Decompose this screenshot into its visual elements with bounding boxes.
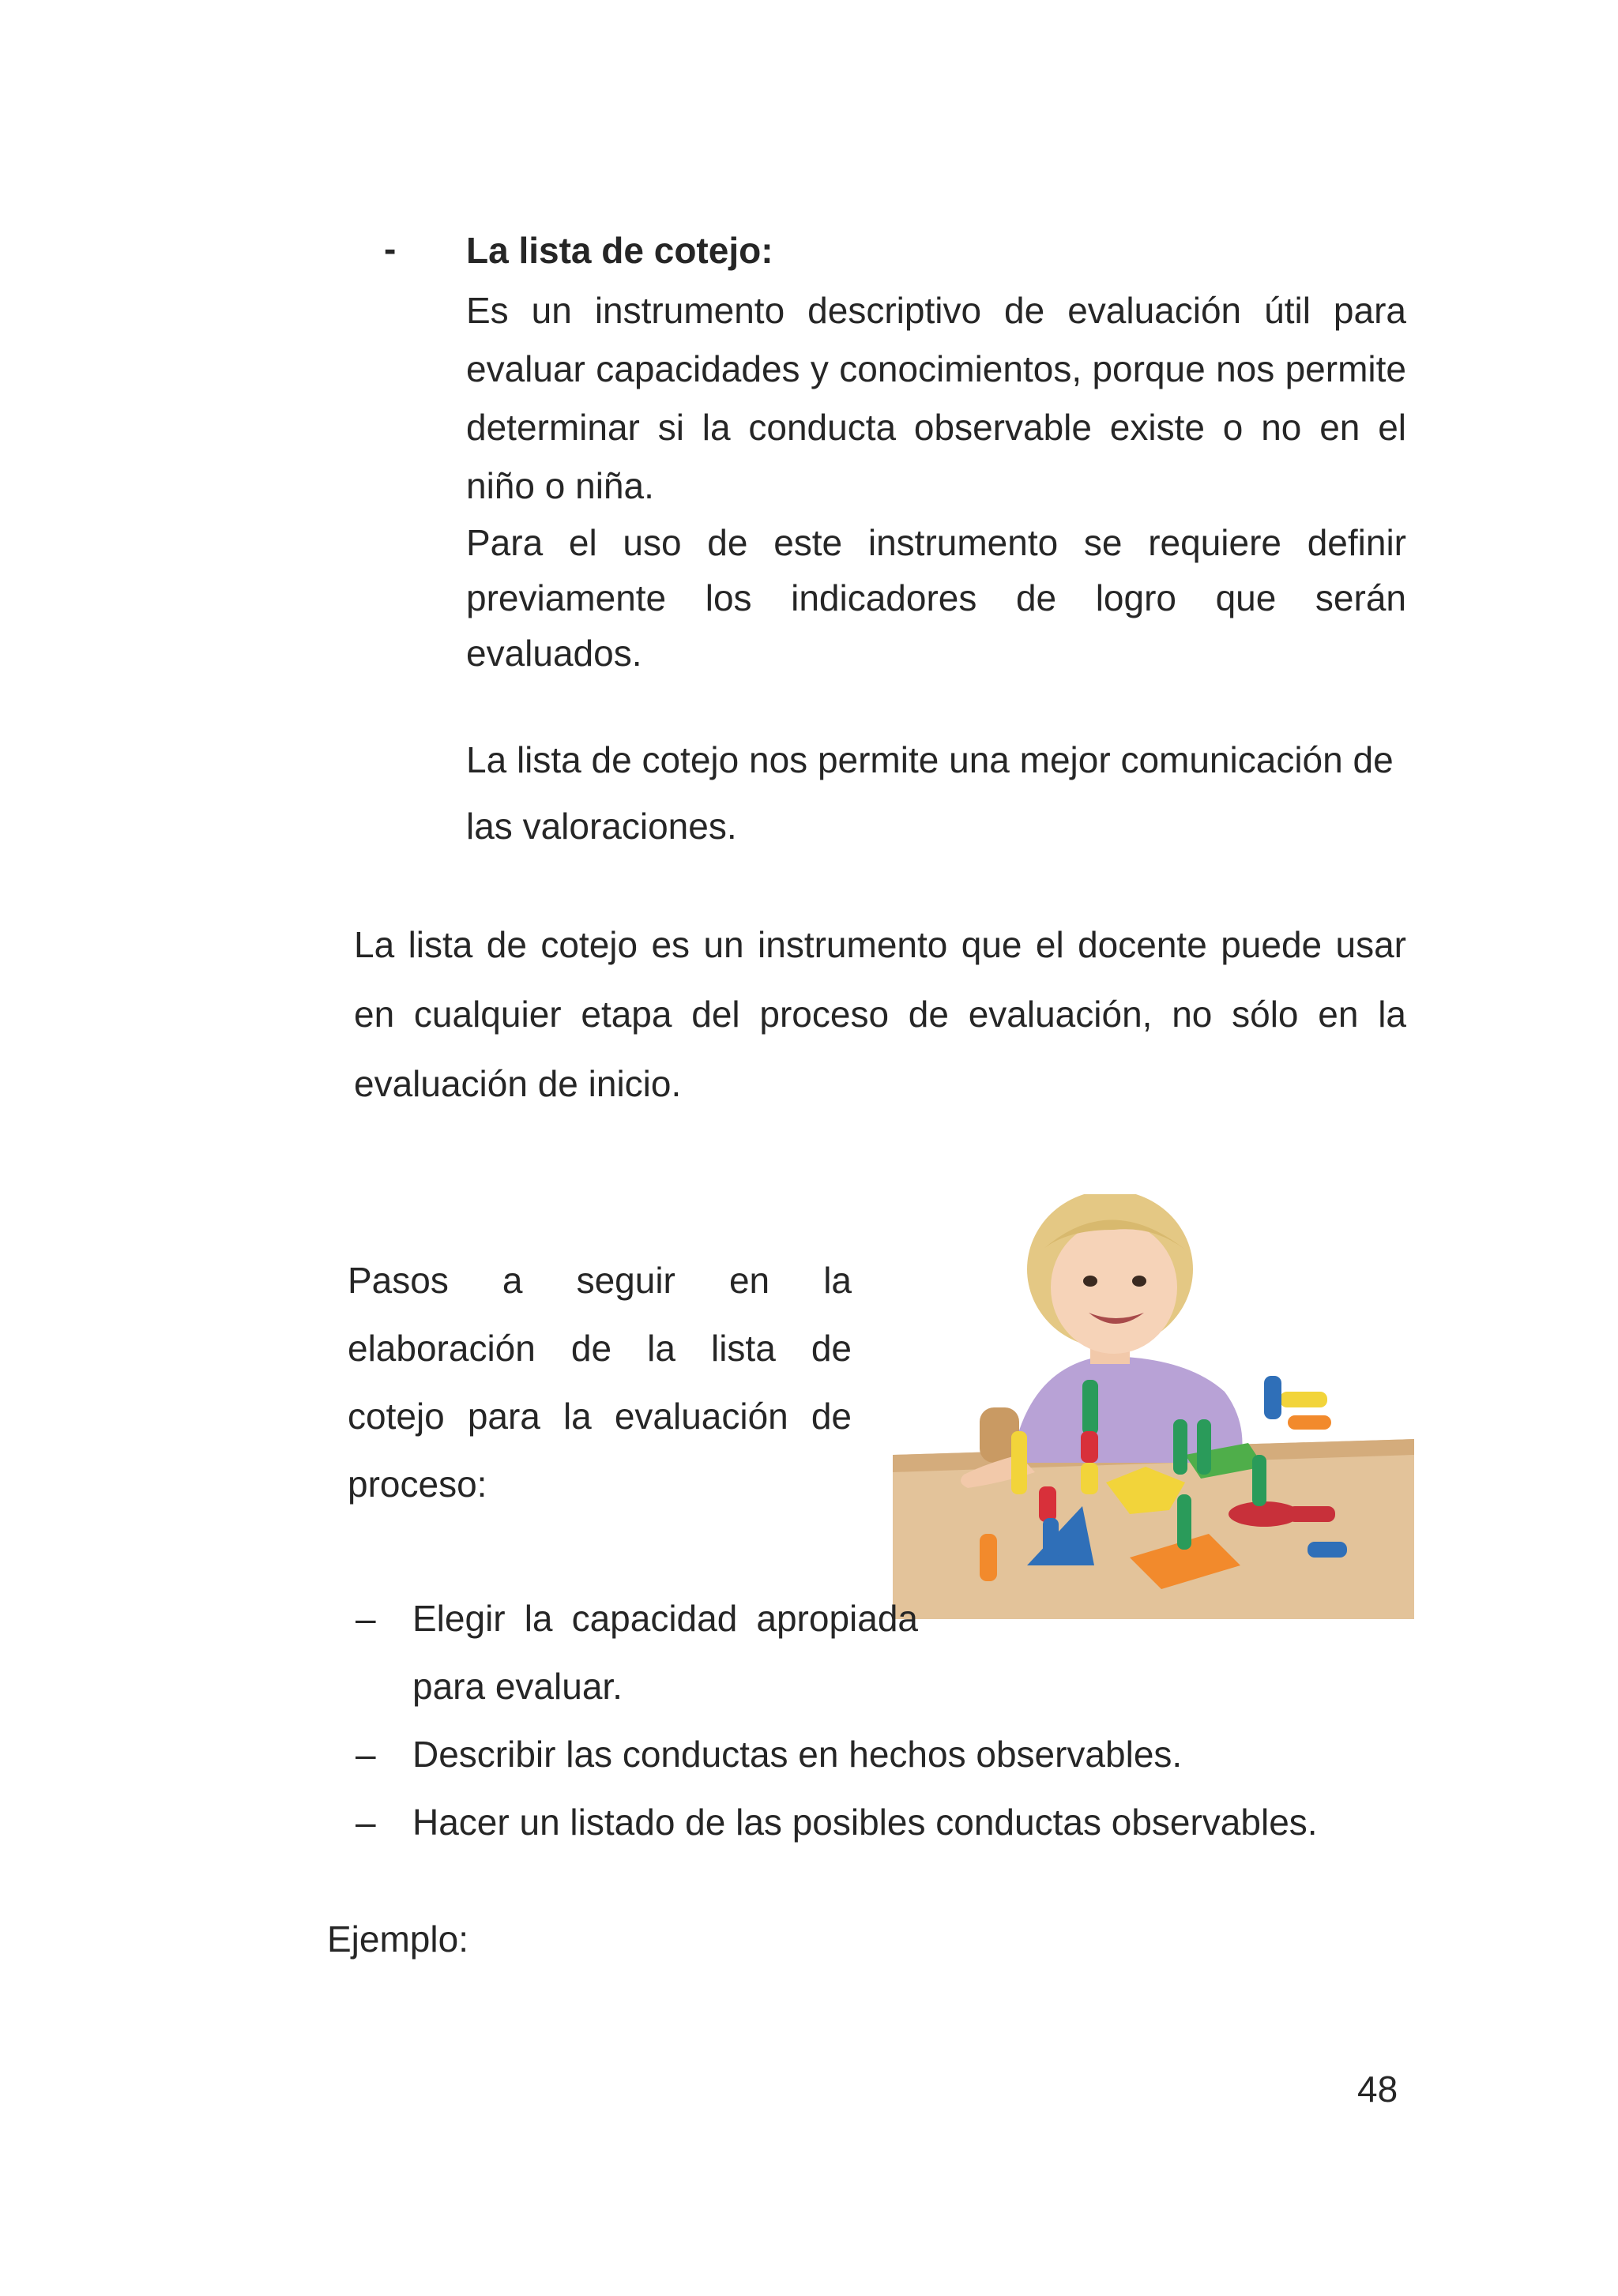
section-heading: La lista de cotejo: <box>466 230 773 271</box>
dash-bullet: – <box>356 1598 376 1639</box>
dash-bullet: – <box>356 1802 376 1843</box>
page-number: 48 <box>1357 2069 1398 2110</box>
communication-text: La lista de cotejo nos permite una mejor comunicación de las valoraciones. <box>466 739 1394 847</box>
steps-list <box>348 1584 1422 1856</box>
list-item-text: Hacer un listado de las posibles conductas observables. <box>412 1802 1318 1843</box>
list-item <box>348 1720 1422 1788</box>
list-item <box>348 1584 918 1720</box>
list-item <box>348 1788 1422 1856</box>
steps-intro: Pasos a seguir en la elaboración de la lista de cotejo para la evaluación de proceso: <box>348 1260 852 1505</box>
usage-paragraph: La lista de cotejo es un instrumento que el docente puede usar en cualquier etapa del proceso de evaluación, no sólo en la evaluación de inicio. <box>354 924 1406 1104</box>
child-playing-with-peg-toys-icon <box>893 1194 1414 1619</box>
definition-block <box>466 281 1406 681</box>
definition-text: Es un instrumento descriptivo de evaluación útil para evaluar capacidades y conocimientos, porque nos permite determinar si la conducta observable existe o no en el niño o niña. <box>466 290 1406 506</box>
example-label: Ejemplo: <box>327 1918 468 1960</box>
requirement-text: Para el uso de este instrumento se requiere definir previamente los indicadores de logro que serán evaluados. <box>466 522 1406 674</box>
dash-bullet: – <box>356 1734 376 1775</box>
list-item-text: Describir las conductas en hechos observables. <box>412 1734 1183 1775</box>
list-item-text: Elegir la capacidad apropiada para evaluar. <box>412 1598 918 1707</box>
bullet-dash: - <box>384 228 397 269</box>
